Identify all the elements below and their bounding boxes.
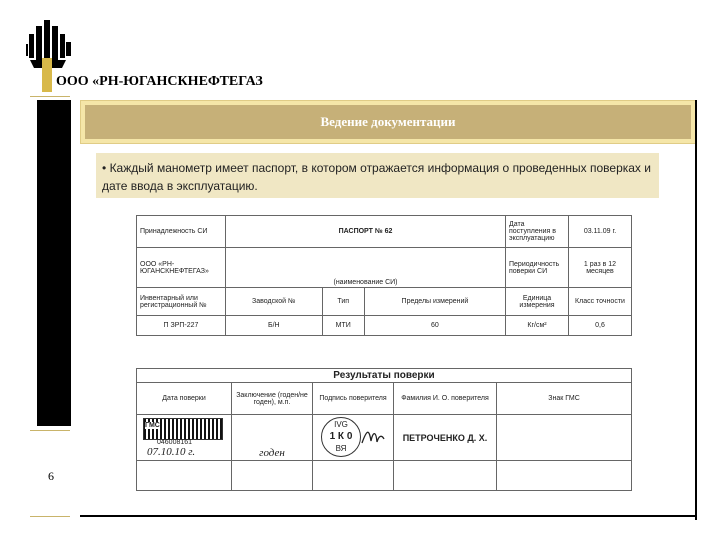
gold-divider [30, 430, 70, 431]
results-conclusion-cell [232, 415, 313, 461]
si-name-label: (наименование СИ) [226, 248, 506, 288]
results-title: Результаты поверки [137, 369, 632, 383]
sticker-code: 046008161 [157, 439, 193, 446]
company-name: ООО «РН-ЮГАНСКНЕФТЕГАЗ [56, 74, 263, 89]
results-table [136, 368, 632, 491]
empty-cell [232, 461, 313, 491]
handwritten-signature [361, 427, 385, 447]
passport-table [136, 215, 632, 336]
results-header: Заключение (годен/не годен), м.п. [232, 383, 313, 415]
slide-title: Ведение документации [320, 114, 456, 129]
cell-inventory: П ЗРП-227 [137, 316, 226, 336]
verification-date: 07.10.10 г. [147, 446, 196, 458]
col-header: Единица измерения [506, 288, 569, 316]
col-header: Инвентарный или регистрационный № [137, 288, 226, 316]
empty-cell [394, 461, 497, 491]
stamp-line: IVG [334, 420, 348, 429]
gold-divider [30, 516, 70, 517]
passport-document [136, 215, 632, 336]
stamp-line: ВЯ [335, 444, 347, 453]
stamp-line: 1 К 0 [329, 431, 353, 442]
period-value: 1 раз в 12 месяцев [569, 248, 632, 288]
conclusion-value: годен [259, 447, 285, 459]
passport-title: ПАСПОРТ № 62 [226, 216, 506, 248]
sticker-label: ГМС [145, 422, 160, 429]
empty-cell [137, 461, 232, 491]
col-header: Тип [322, 288, 364, 316]
results-header: Подпись поверителя [313, 383, 394, 415]
results-document [136, 368, 632, 491]
cell-serial: Б/Н [226, 316, 323, 336]
page-number: 6 [48, 469, 54, 483]
cell-range: 60 [364, 316, 505, 336]
gold-divider [30, 96, 70, 97]
verification-sticker [143, 418, 223, 440]
results-gms-cell [497, 415, 632, 461]
owner-name: ООО «РН-ЮГАНСКНЕФТЕГАЗ» [137, 248, 226, 288]
belongs-label: Принадлежность СИ [137, 216, 226, 248]
empty-cell [313, 461, 394, 491]
slide-title-band [80, 100, 696, 144]
note-box [96, 153, 659, 198]
left-accent-bar [37, 100, 71, 426]
right-frame-line [695, 100, 697, 520]
cell-type: МТИ [322, 316, 364, 336]
results-signature-cell [313, 415, 394, 461]
col-header: Заводской № [226, 288, 323, 316]
col-header: Пределы измерений [364, 288, 505, 316]
verifier-name: ПЕТРОЧЕНКО Д. Х. [394, 415, 497, 461]
results-header: Фамилия И. О. поверителя [394, 383, 497, 415]
note-text: • Каждый манометр имеет паспорт, в котором отражается информация о проведенных поверках и дате ввода в эксплуатацию. [102, 161, 651, 193]
date-received-label: Дата поступления в эксплуатацию [506, 216, 569, 248]
date-received-value: 03.11.09 г. [569, 216, 632, 248]
col-header: Класс точности [569, 288, 632, 316]
cell-unit: Кг/см² [506, 316, 569, 336]
results-header: Знак ГМС [497, 383, 632, 415]
results-header: Дата поверки [137, 383, 232, 415]
cell-class: 0,6 [569, 316, 632, 336]
results-date-cell [137, 415, 232, 461]
verifier-stamp [321, 417, 361, 457]
bottom-frame-line [80, 515, 697, 517]
empty-cell [497, 461, 632, 491]
period-label: Периодичность поверки СИ [506, 248, 569, 288]
